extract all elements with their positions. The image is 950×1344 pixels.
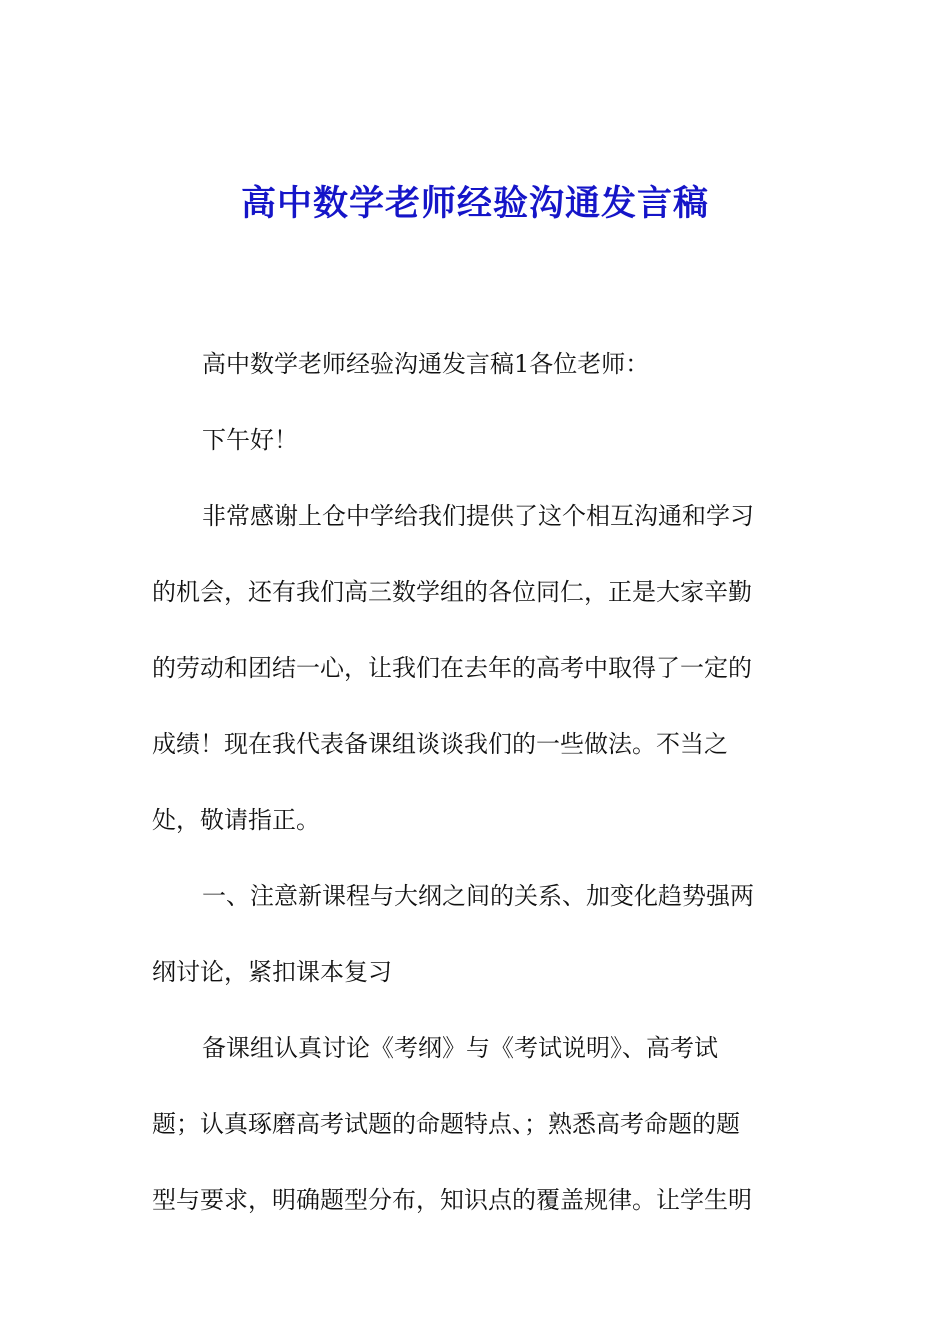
body-line: 备课组认真讨论《考纲》与《考试说明》、高考试	[202, 1034, 718, 1062]
document-title: 高中数学老师经验沟通发言稿	[240, 183, 709, 224]
body-line: 纲讨论，紧扣课本复习	[152, 958, 392, 986]
body-line: 型与要求，明确题型分布，知识点的覆盖规律。让学生明	[152, 1186, 752, 1214]
body-line: 的机会，还有我们高三数学组的各位同仁，正是大家辛勤	[152, 578, 752, 606]
body-line: 下午好！	[202, 426, 298, 454]
document-body	[152, 326, 794, 1238]
body-line: 成绩！现在我代表备课组谈谈我们的一些做法。不当之	[152, 730, 728, 758]
body-line: 一、注意新课程与大纲之间的关系、加变化趋势强两	[202, 882, 754, 910]
body-line: 的劳动和团结一心，让我们在去年的高考中取得了一定的	[152, 654, 752, 682]
body-line: 非常感谢上仓中学给我们提供了这个相互沟通和学习	[202, 502, 754, 530]
body-line: 处，敬请指正。	[152, 806, 320, 834]
body-line: 题；认真琢磨高考试题的命题特点、；熟悉高考命题的题	[152, 1110, 740, 1138]
body-line: 高中数学老师经验沟通发言稿1各位老师：	[202, 350, 650, 378]
